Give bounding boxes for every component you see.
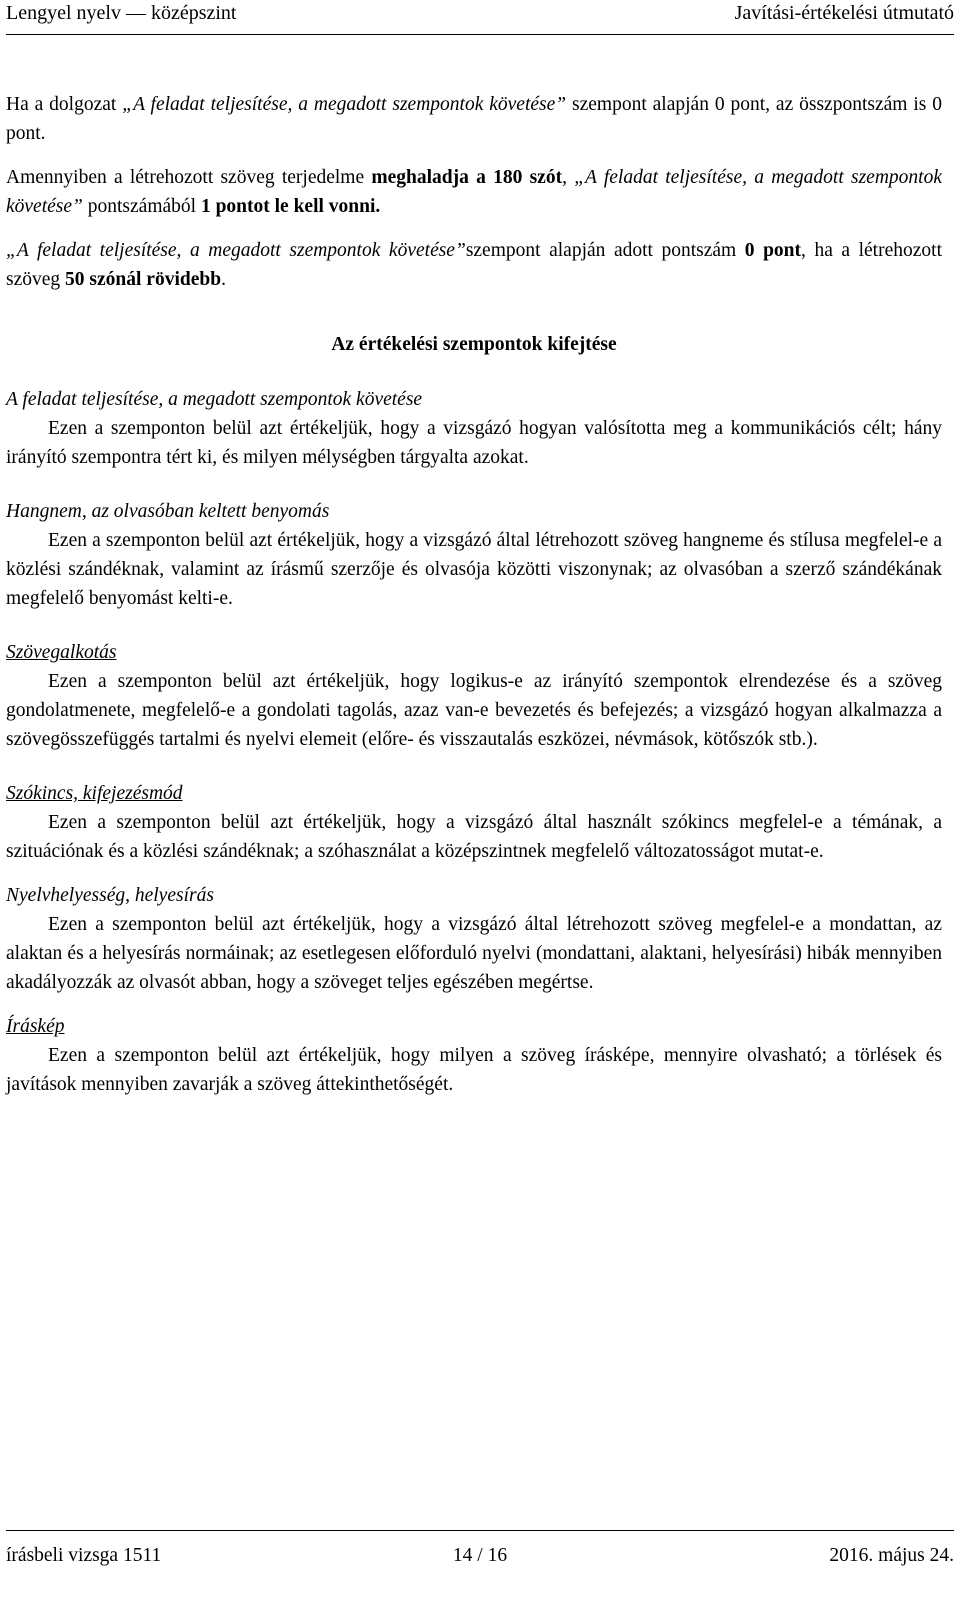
bold-text: meghaladja a 180 szót <box>371 167 563 188</box>
bold-text: 50 szónál rövidebb <box>65 269 222 290</box>
criterion-title: Hangnem, az olvasóban keltett benyomás <box>6 501 330 522</box>
page-footer <box>6 1530 954 1569</box>
italic-criterion: „A feladat teljesítése, a megadott szempontok követése” <box>6 240 466 261</box>
header-doc-type: Javítási-értékelési útmutató <box>734 2 954 24</box>
bold-text: 1 pontot le kell vonni. <box>200 196 381 217</box>
criterion-text: Ezen a szemponton belül azt értékeljük, hogy a vizsgázó által létrehozott szöveg megfelel-e a mondattan, az alaktan és a helyesírás normáinak; az esetlegesen előforduló nyelvi (mondattani, alaktani, helyesírási) hibák mennyiben akadályozzák az olvasót abban, hogy a szöveget teljes egészében megértse. <box>6 914 942 993</box>
criterion-title: A feladat teljesítése, a megadott szempontok követése <box>6 389 423 410</box>
intro-paragraph-2 <box>6 163 942 221</box>
criterion-title: Íráskép <box>6 1016 65 1037</box>
text: Ha a dolgozat <box>6 94 123 115</box>
section-heading: Az értékelési szempontok kifejtése <box>331 334 617 355</box>
criterion-title: Nyelvhelyesség, helyesírás <box>6 885 214 906</box>
criterion-text: Ezen a szemponton belül azt értékeljük, hogy a vizsgázó hogyan valósította meg a kommunikációs célt; hány irányító szempontra tért ki, és milyen mélységben tárgyalta azokat. <box>6 418 942 468</box>
footer-date: 2016. május 24. <box>829 1545 954 1566</box>
criterion-text: Ezen a szemponton belül azt értékeljük, hogy logikus-e az irányító szempontok elrendezése és a szöveg gondolatmenete, megfelelő-e a gondolati tagolás, azaz van-e bevezetés és befejezés; a vizsgázó hogyan alkalmazza a szövegösszefüggés tartalmi és nyelvi elemeit (előre- és visszautalás eszközei, névmások, kötőszók stb.). <box>6 671 942 750</box>
intro-paragraph-1 <box>6 90 942 148</box>
text: szempont alapján 0 pont, az összpontszám is 0 pont. <box>6 94 942 144</box>
text: szempont alapján adott pontszám <box>465 240 745 261</box>
text: pontszámából <box>82 196 201 217</box>
text: , <box>562 167 575 188</box>
criterion-text: Ezen a szemponton belül azt értékeljük, hogy milyen a szöveg írásképe, mennyire olvasható; a törlések és javítások mennyiben zavarják a szöveg áttekinthetőségét. <box>6 1045 942 1095</box>
footer-page-number: 14 / 16 <box>452 1545 508 1566</box>
bold-text: 0 pont <box>744 240 802 261</box>
criterion-title: Szövegalkotás <box>6 642 117 663</box>
header-subject: Lengyel nyelv — középszint <box>6 2 237 24</box>
page-content <box>6 90 942 1099</box>
criterion-text: Ezen a szemponton belül azt értékeljük, hogy a vizsgázó által használt szókincs megfelel-e a témának, a szituációnak és a közlési szándéknak; a szóhasználat a középszintnek megfelelő változatosságot mutat-e. <box>6 812 942 862</box>
intro-paragraph-3 <box>6 236 942 294</box>
page-header <box>6 0 954 35</box>
text: Amennyiben a létrehozott szöveg terjedelme <box>6 167 372 188</box>
italic-criterion: „A feladat teljesítése, a megadott szempontok követése” <box>122 94 567 115</box>
criterion-text: Ezen a szemponton belül azt értékeljük, hogy a vizsgázó által létrehozott szöveg hangneme és stílusa megfelel-e a közlési szándéknak, valamint az írásmű szerzője és olvasója közötti viszonynak; az olvasóban a szerző szándékának megfelelő benyomást kelti-e. <box>6 530 942 609</box>
criterion-title: Szókincs, kifejezésmód <box>6 783 183 804</box>
text: . <box>221 269 226 290</box>
text: , ha a létrehozott szöveg <box>6 240 942 290</box>
italic-criterion: „A feladat teljesítése, a megadott szempontok követése” <box>6 167 942 217</box>
footer-exam-code: írásbeli vizsga 1511 <box>6 1545 162 1566</box>
